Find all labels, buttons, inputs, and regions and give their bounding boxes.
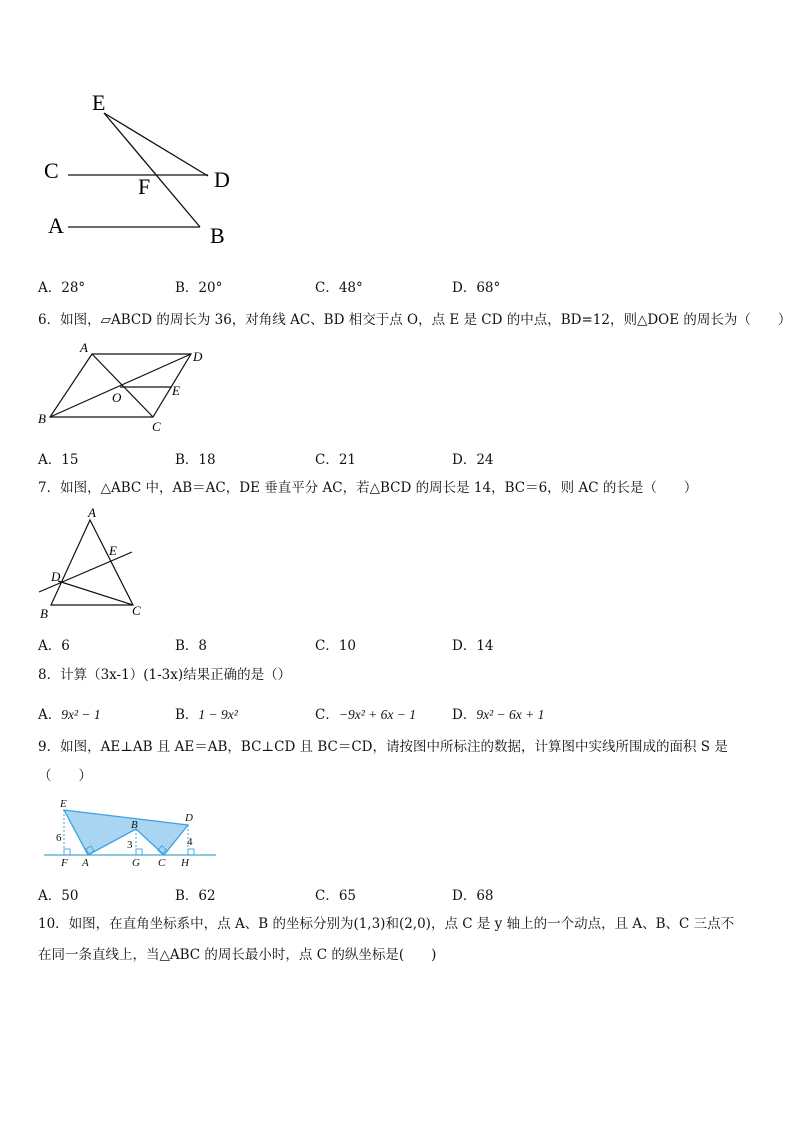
q9-label-G: G (132, 857, 140, 869)
label-E: E (92, 90, 106, 115)
q7-label-D: D (51, 569, 61, 584)
q7-number: 7． (38, 480, 61, 496)
q8-stem (38, 665, 291, 685)
q5-option-d[interactable]: D．68° (452, 280, 501, 296)
q9-label-4: 4 (187, 836, 193, 848)
q9-label-E: E (60, 798, 67, 810)
q9-stem (38, 737, 728, 757)
q7-option-d[interactable]: D．14 (452, 638, 494, 654)
q8-option-d[interactable]: D．9x² − 6x + 1 (452, 707, 545, 723)
q9-label-F: F (61, 857, 68, 869)
q7-option-a[interactable]: A．6 (38, 638, 70, 654)
q8-number: 8． (38, 667, 61, 683)
q6-option-b[interactable]: B．18 (175, 452, 216, 468)
q9-label-A: A (82, 857, 89, 869)
q9-label-3: 3 (127, 839, 133, 851)
figure-isosceles-triangle (36, 504, 156, 620)
q8-option-b[interactable]: B．1 − 9x² (175, 707, 238, 723)
q9-stem-line2: （ ） (38, 768, 92, 784)
q7-label-A: A (88, 505, 96, 520)
q6-label-B: B (38, 411, 46, 426)
figure-parallelogram (36, 340, 216, 435)
q7-option-b[interactable]: B．8 (175, 638, 208, 654)
q6-option-d[interactable]: D．24 (452, 452, 494, 468)
q6-option-c[interactable]: C．21 (315, 452, 357, 468)
q7-label-B: B (40, 606, 48, 620)
q9-label-6: 6 (56, 832, 62, 844)
q9-label-H: H (181, 857, 189, 869)
q10-number: 10． (38, 916, 69, 932)
q10-text: 如图，在直角坐标系中，点 A、B 的坐标分别为(1,3)和(2,0)，点 C 是 y 轴上的一个动点，且 A、B、C 三点不 (68, 916, 735, 932)
q5-option-c[interactable]: C．48° (315, 280, 363, 296)
q9-option-b[interactable]: B．62 (175, 888, 216, 904)
q10-stem (38, 914, 734, 934)
q9-option-d[interactable]: D．68 (452, 888, 494, 904)
q6-option-a[interactable]: A．15 (38, 452, 79, 468)
label-B: B (210, 223, 225, 248)
q6-label-O: O (112, 390, 122, 405)
label-C: C (44, 158, 59, 183)
q10-stem-line2: 在同一条直线上，当△ABC 的周长最小时，点 C 的纵坐标是( ) (38, 947, 437, 963)
figure-shaded-area (40, 796, 220, 870)
figure-parallel-lines (40, 86, 250, 251)
q6-label-E: E (172, 383, 180, 398)
q9-shaded-region (64, 810, 188, 855)
q7-stem (38, 478, 697, 498)
q5-option-b[interactable]: B．20° (175, 280, 223, 296)
q6-stem (38, 310, 791, 330)
q7-option-c[interactable]: C．10 (315, 638, 357, 654)
label-F: F (138, 174, 151, 199)
label-A: A (48, 213, 64, 238)
q6-text: 如图，▱ABCD 的周长为 36，对角线 AC、BD 相交于点 O，点 E 是 CD 的中点，BD=12，则△DOE 的周长为（ ） (60, 312, 792, 328)
q9-text: 如图，AE⊥AB 且 AE＝AB，BC⊥CD 且 BC＝CD，请按图中所标注的数据，计算图中实线所围成的面积 S 是 (60, 739, 728, 755)
q8-option-a[interactable]: A．9x² − 1 (38, 707, 101, 723)
q7-label-C: C (132, 603, 141, 618)
q9-number: 9． (38, 739, 61, 755)
q7-label-E: E (109, 543, 117, 558)
q9-label-C: C (158, 857, 166, 869)
q9-label-D: D (185, 812, 193, 824)
q6-number: 6． (38, 312, 61, 328)
q8-text: 计算（3x-1）(1-3x)结果正确的是（） (60, 667, 292, 683)
label-D: D (214, 167, 230, 192)
q7-text: 如图，△ABC 中，AB＝AC，DE 垂直平分 AC，若△BCD 的周长是 14，BC＝6，则 AC 的长是（ ） (60, 480, 698, 496)
q9-option-c[interactable]: C．65 (315, 888, 357, 904)
q9-option-a[interactable]: A．50 (38, 888, 79, 904)
q8-option-c[interactable]: C．−9x² + 6x − 1 (315, 707, 416, 723)
q6-label-C: C (152, 419, 161, 434)
q6-label-A: A (80, 340, 88, 355)
q9-label-B: B (131, 819, 138, 831)
q6-label-D: D (193, 349, 203, 364)
q5-option-a[interactable]: A．28° (38, 280, 86, 296)
